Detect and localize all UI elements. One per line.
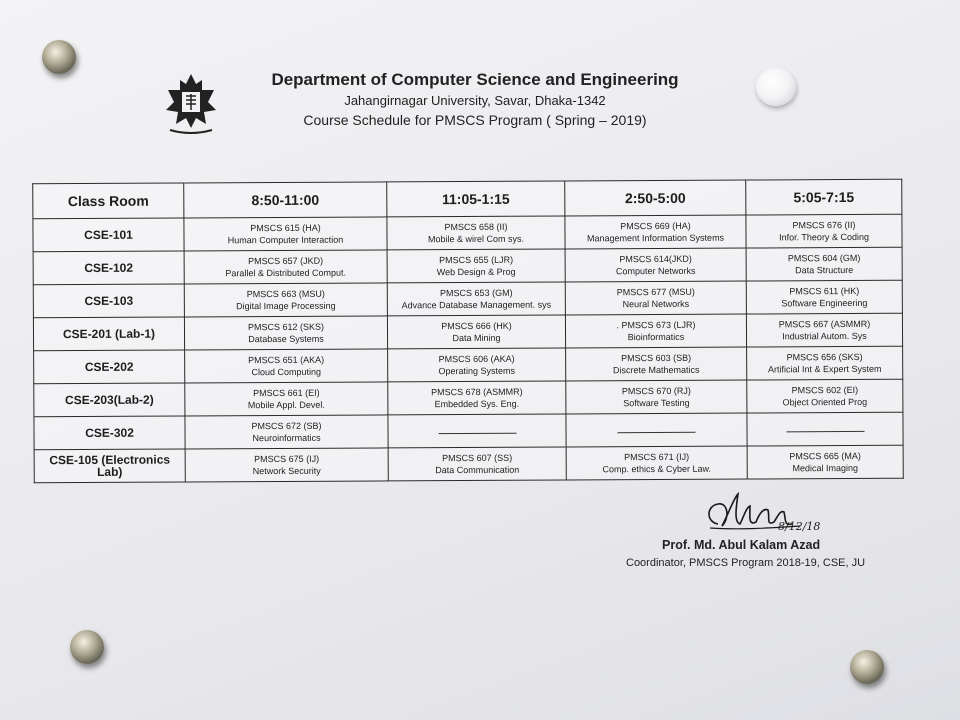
- course-cell: [388, 348, 566, 382]
- empty-cell: [747, 412, 903, 446]
- course-code: PMSCS 677 (MSU): [616, 286, 695, 298]
- course-cell: [387, 282, 565, 316]
- room-cell: CSE-203(Lab-2): [34, 383, 185, 417]
- course-code: PMSCS 602 (EI): [791, 384, 859, 396]
- course-cell: [387, 249, 565, 283]
- course-code: PMSCS 676 (II): [792, 219, 856, 231]
- coordinator-name: Prof. Md. Abul Kalam Azad: [662, 538, 821, 552]
- course-code: PMSCS 614(JKD): [619, 253, 692, 265]
- room-cell: CSE-102: [33, 251, 184, 285]
- course-title: Neural Networks: [622, 298, 690, 310]
- university-seal-icon: [162, 72, 220, 136]
- table-row: [34, 412, 903, 450]
- course-code: PMSCS 663 (MSU): [246, 288, 325, 300]
- course-title: Software Engineering: [781, 297, 868, 309]
- course-title: Infor. Theory & Coding: [779, 231, 869, 243]
- course-cell: [566, 380, 747, 414]
- course-schedule-table: [32, 179, 904, 484]
- course-title: Cloud Computing: [251, 366, 322, 378]
- course-code: PMSCS 603 (SB): [621, 352, 692, 364]
- empty-cell: [566, 413, 747, 447]
- course-title: Object Oriented Prog: [782, 396, 868, 408]
- column-header: 2:50-5:00: [565, 180, 746, 216]
- course-title: Software Testing: [623, 397, 690, 409]
- course-code: PMSCS 666 (HK): [441, 320, 512, 332]
- course-code: PMSCS 665 (MA): [789, 450, 861, 462]
- column-header: 11:05-1:15: [387, 181, 565, 217]
- course-cell: [747, 379, 903, 413]
- table-row: [33, 280, 902, 318]
- column-header: Class Room: [33, 183, 184, 219]
- course-title: Data Structure: [795, 264, 854, 276]
- room-cell: CSE-202: [34, 350, 185, 384]
- course-cell: [747, 346, 903, 380]
- thumbtack-icon: [850, 650, 884, 684]
- course-code: PMSCS 615 (HA): [250, 222, 321, 234]
- thumbtack-icon: [70, 630, 104, 664]
- table-row: [33, 214, 902, 252]
- signature-date: 8/12/18: [778, 520, 821, 533]
- room-cell: CSE-302: [34, 416, 185, 450]
- course-cell: [185, 349, 388, 383]
- table-row: [34, 346, 903, 384]
- table-header-row: [33, 179, 902, 219]
- course-cell: [184, 283, 387, 317]
- course-title: Human Computer Interaction: [227, 234, 344, 246]
- blank-line: [438, 433, 516, 434]
- column-header: 8:50-11:00: [184, 182, 387, 218]
- empty-cell: [388, 414, 566, 448]
- course-cell: [387, 216, 565, 250]
- course-title: Web Design & Prog: [436, 266, 516, 278]
- course-code: PMSCS 661 (EI): [253, 387, 320, 399]
- course-cell: [185, 382, 388, 416]
- course-cell: [387, 315, 565, 349]
- course-code: PMSCS 651 (AKA): [248, 354, 325, 366]
- course-cell: [566, 347, 747, 381]
- document-header: [240, 70, 710, 128]
- course-code: PMSCS 606 (AKA): [438, 353, 515, 365]
- course-code: PMSCS 672 (SB): [251, 420, 322, 432]
- course-title: Data Communication: [435, 464, 520, 476]
- table-row: [34, 445, 903, 483]
- column-header: 5:05-7:15: [746, 179, 902, 215]
- course-title: Network Security: [252, 465, 321, 477]
- course-title: Computer Networks: [615, 265, 696, 277]
- blank-line: [618, 432, 696, 433]
- course-title: Comp. ethics & Cyber Law.: [602, 463, 712, 475]
- course-title: Management Information Systems: [586, 232, 725, 244]
- course-title: Mobile Appl. Devel.: [247, 399, 325, 411]
- course-cell: [388, 381, 566, 415]
- course-title: Discrete Mathematics: [612, 364, 700, 376]
- schedule-title: Course Schedule for PMSCS Program ( Spring – 2019): [303, 112, 647, 128]
- course-cell: [185, 448, 388, 482]
- room-cell: CSE-105 (Electronics Lab): [34, 449, 185, 483]
- course-cell: [565, 248, 746, 282]
- course-code: PMSCS 671 (IJ): [624, 451, 690, 463]
- course-title: Neuroinformatics: [252, 432, 321, 444]
- course-title: Digital Image Processing: [236, 300, 336, 312]
- room-cell: CSE-201 (Lab-1): [33, 317, 184, 351]
- course-code: PMSCS 669 (HA): [620, 220, 691, 232]
- table-row: [34, 379, 903, 417]
- course-code: . PMSCS 673 (LJR): [616, 319, 696, 331]
- course-code: PMSCS 612 (SKS): [247, 321, 325, 333]
- course-cell: [565, 314, 746, 348]
- course-cell: [746, 280, 902, 314]
- course-cell: [184, 316, 387, 350]
- course-code: PMSCS 604 (GM): [787, 252, 861, 264]
- course-title: Embedded Sys. Eng.: [434, 398, 520, 410]
- course-cell: [185, 415, 388, 449]
- course-code: PMSCS 678 (ASMMR): [431, 386, 523, 398]
- course-code: PMSCS 657 (JKD): [248, 255, 324, 267]
- course-cell: [184, 250, 387, 284]
- course-code: PMSCS 655 (LJR): [439, 254, 514, 266]
- course-cell: [184, 217, 387, 251]
- thumbtack-icon: [42, 40, 76, 74]
- course-cell: [565, 215, 746, 249]
- room-cell: CSE-103: [33, 284, 184, 318]
- course-cell: [746, 247, 902, 281]
- blank-line: [786, 431, 864, 432]
- course-title: Operating Systems: [438, 365, 516, 377]
- course-title: Mobile & wirel Com sys.: [427, 233, 525, 245]
- thumbtack-icon: [756, 68, 796, 106]
- course-code: PMSCS 667 (ASMMR): [778, 318, 871, 330]
- course-title: Database Systems: [248, 333, 324, 345]
- course-code: PMSCS 670 (RJ): [621, 385, 691, 397]
- course-code: PMSCS 656 (SKS): [786, 351, 863, 363]
- department-title: Department of Computer Science and Engineering: [271, 70, 679, 89]
- course-title: Medical Imaging: [792, 462, 859, 474]
- room-cell: CSE-101: [33, 218, 184, 252]
- course-code: PMSCS 611 (HK): [789, 285, 860, 297]
- course-title: Data Mining: [452, 332, 501, 344]
- table-row: [33, 247, 902, 285]
- course-code: PMSCS 653 (GM): [440, 287, 513, 299]
- table-row: [33, 313, 902, 351]
- course-cell: [388, 447, 566, 481]
- course-title: Industrial Autom. Sys: [782, 330, 867, 342]
- course-title: Artificial Int & Expert System: [767, 363, 882, 375]
- course-cell: [565, 281, 746, 315]
- course-title: Bioinformatics: [627, 331, 685, 343]
- course-cell: [566, 446, 747, 480]
- course-title: Parallel & Distributed Comput.: [225, 267, 347, 279]
- course-code: PMSCS 607 (SS): [442, 452, 513, 464]
- university-address: Jahangirnagar University, Savar, Dhaka-1342: [344, 93, 606, 108]
- course-code: PMSCS 658 (II): [444, 221, 508, 233]
- course-cell: [746, 313, 902, 347]
- course-cell: [747, 445, 903, 479]
- course-title: Advance Database Management. sys: [401, 299, 552, 311]
- course-cell: [746, 214, 902, 248]
- course-code: PMSCS 675 (IJ): [254, 453, 320, 465]
- coordinator-role: Coordinator, PMSCS Program 2018-19, CSE, JU: [626, 557, 866, 569]
